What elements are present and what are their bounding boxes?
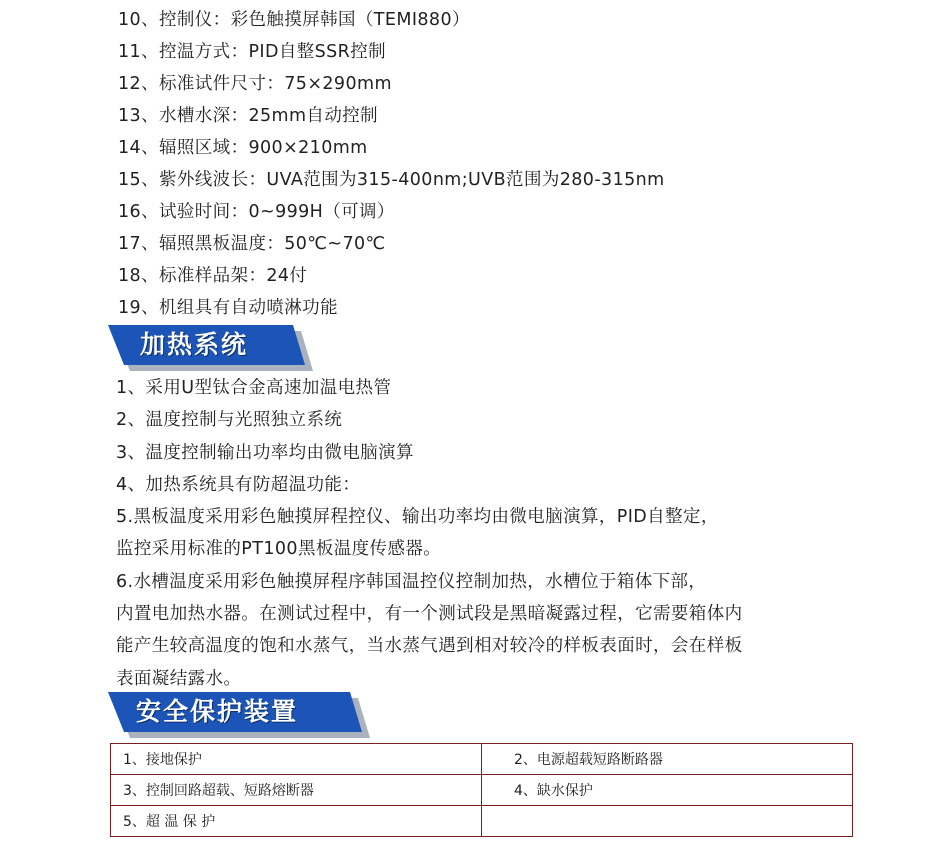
spec-line: 12、标准试件尺寸：75×290mm xyxy=(118,74,392,94)
spec-line: 13、水槽水深：25mm自动控制 xyxy=(118,106,379,126)
heating-section-banner xyxy=(108,325,313,371)
heating-line: 2、温度控制与光照独立系统 xyxy=(116,410,343,431)
spec-list xyxy=(118,4,665,324)
spec-line: 14、辐照区域：900×210mm xyxy=(118,138,368,158)
safety-table xyxy=(110,743,853,837)
spec-line: 18、标准样品架：24付 xyxy=(118,266,308,286)
safety-section-banner xyxy=(108,692,370,738)
heating-section-title: 加热系统 xyxy=(140,330,249,359)
spec-line: 15、紫外线波长：UVA范围为315-400nm;UVB范围为280-315nm xyxy=(118,170,665,190)
spec-line: 17、辐照黑板温度：50℃~70℃ xyxy=(118,234,386,254)
heating-line: 6.水槽温度采用彩色触摸屏程序韩国温控仪控制加热，水槽位于箱体下部， xyxy=(116,571,707,592)
table-row xyxy=(111,775,853,806)
table-cell: 1、接地保护 xyxy=(111,744,482,775)
heating-line: 内置电加热水器。在测试过程中，有一个测试段是黑暗凝露过程，它需要箱体内 xyxy=(116,604,743,625)
table-cell: 3、控制回路超载、短路熔断器 xyxy=(111,775,482,806)
heating-list xyxy=(116,372,743,695)
spec-line: 11、控温方式：PID自整SSR控制 xyxy=(118,42,387,62)
spec-line: 19、机组具有自动喷淋功能 xyxy=(118,298,338,318)
heating-line: 表面凝结露水。 xyxy=(116,668,242,689)
table-cell xyxy=(482,806,853,837)
table-cell: 5、超 温 保 护 xyxy=(111,806,482,837)
heating-line: 4、加热系统具有防超温功能： xyxy=(116,474,361,495)
heating-line: 1、采用U型钛合金高速加温电热管 xyxy=(116,378,392,398)
table-cell: 2、电源超载短路断路器 xyxy=(482,744,853,775)
heating-line: 5.黑板温度采用彩色触摸屏程控仪、输出功率均由微电脑演算，PID自整定， xyxy=(116,507,719,528)
safety-section-title: 安全保护装置 xyxy=(136,697,299,726)
heating-line: 3、温度控制输出功率均由微电脑演算 xyxy=(116,442,414,463)
table-cell: 4、缺水保护 xyxy=(482,775,853,806)
table-row xyxy=(111,744,853,775)
spec-line: 16、试验时间：0~999H（可调） xyxy=(118,202,395,222)
spec-line: 10、控制仪：彩色触摸屏韩国（TEMI880） xyxy=(118,10,470,30)
heating-line: 监控采用标准的PT100黑板温度传感器。 xyxy=(116,539,442,560)
table-row xyxy=(111,806,853,837)
heating-line: 能产生较高温度的饱和水蒸气，当水蒸气遇到相对较冷的样板表面时，会在样板 xyxy=(116,636,743,657)
